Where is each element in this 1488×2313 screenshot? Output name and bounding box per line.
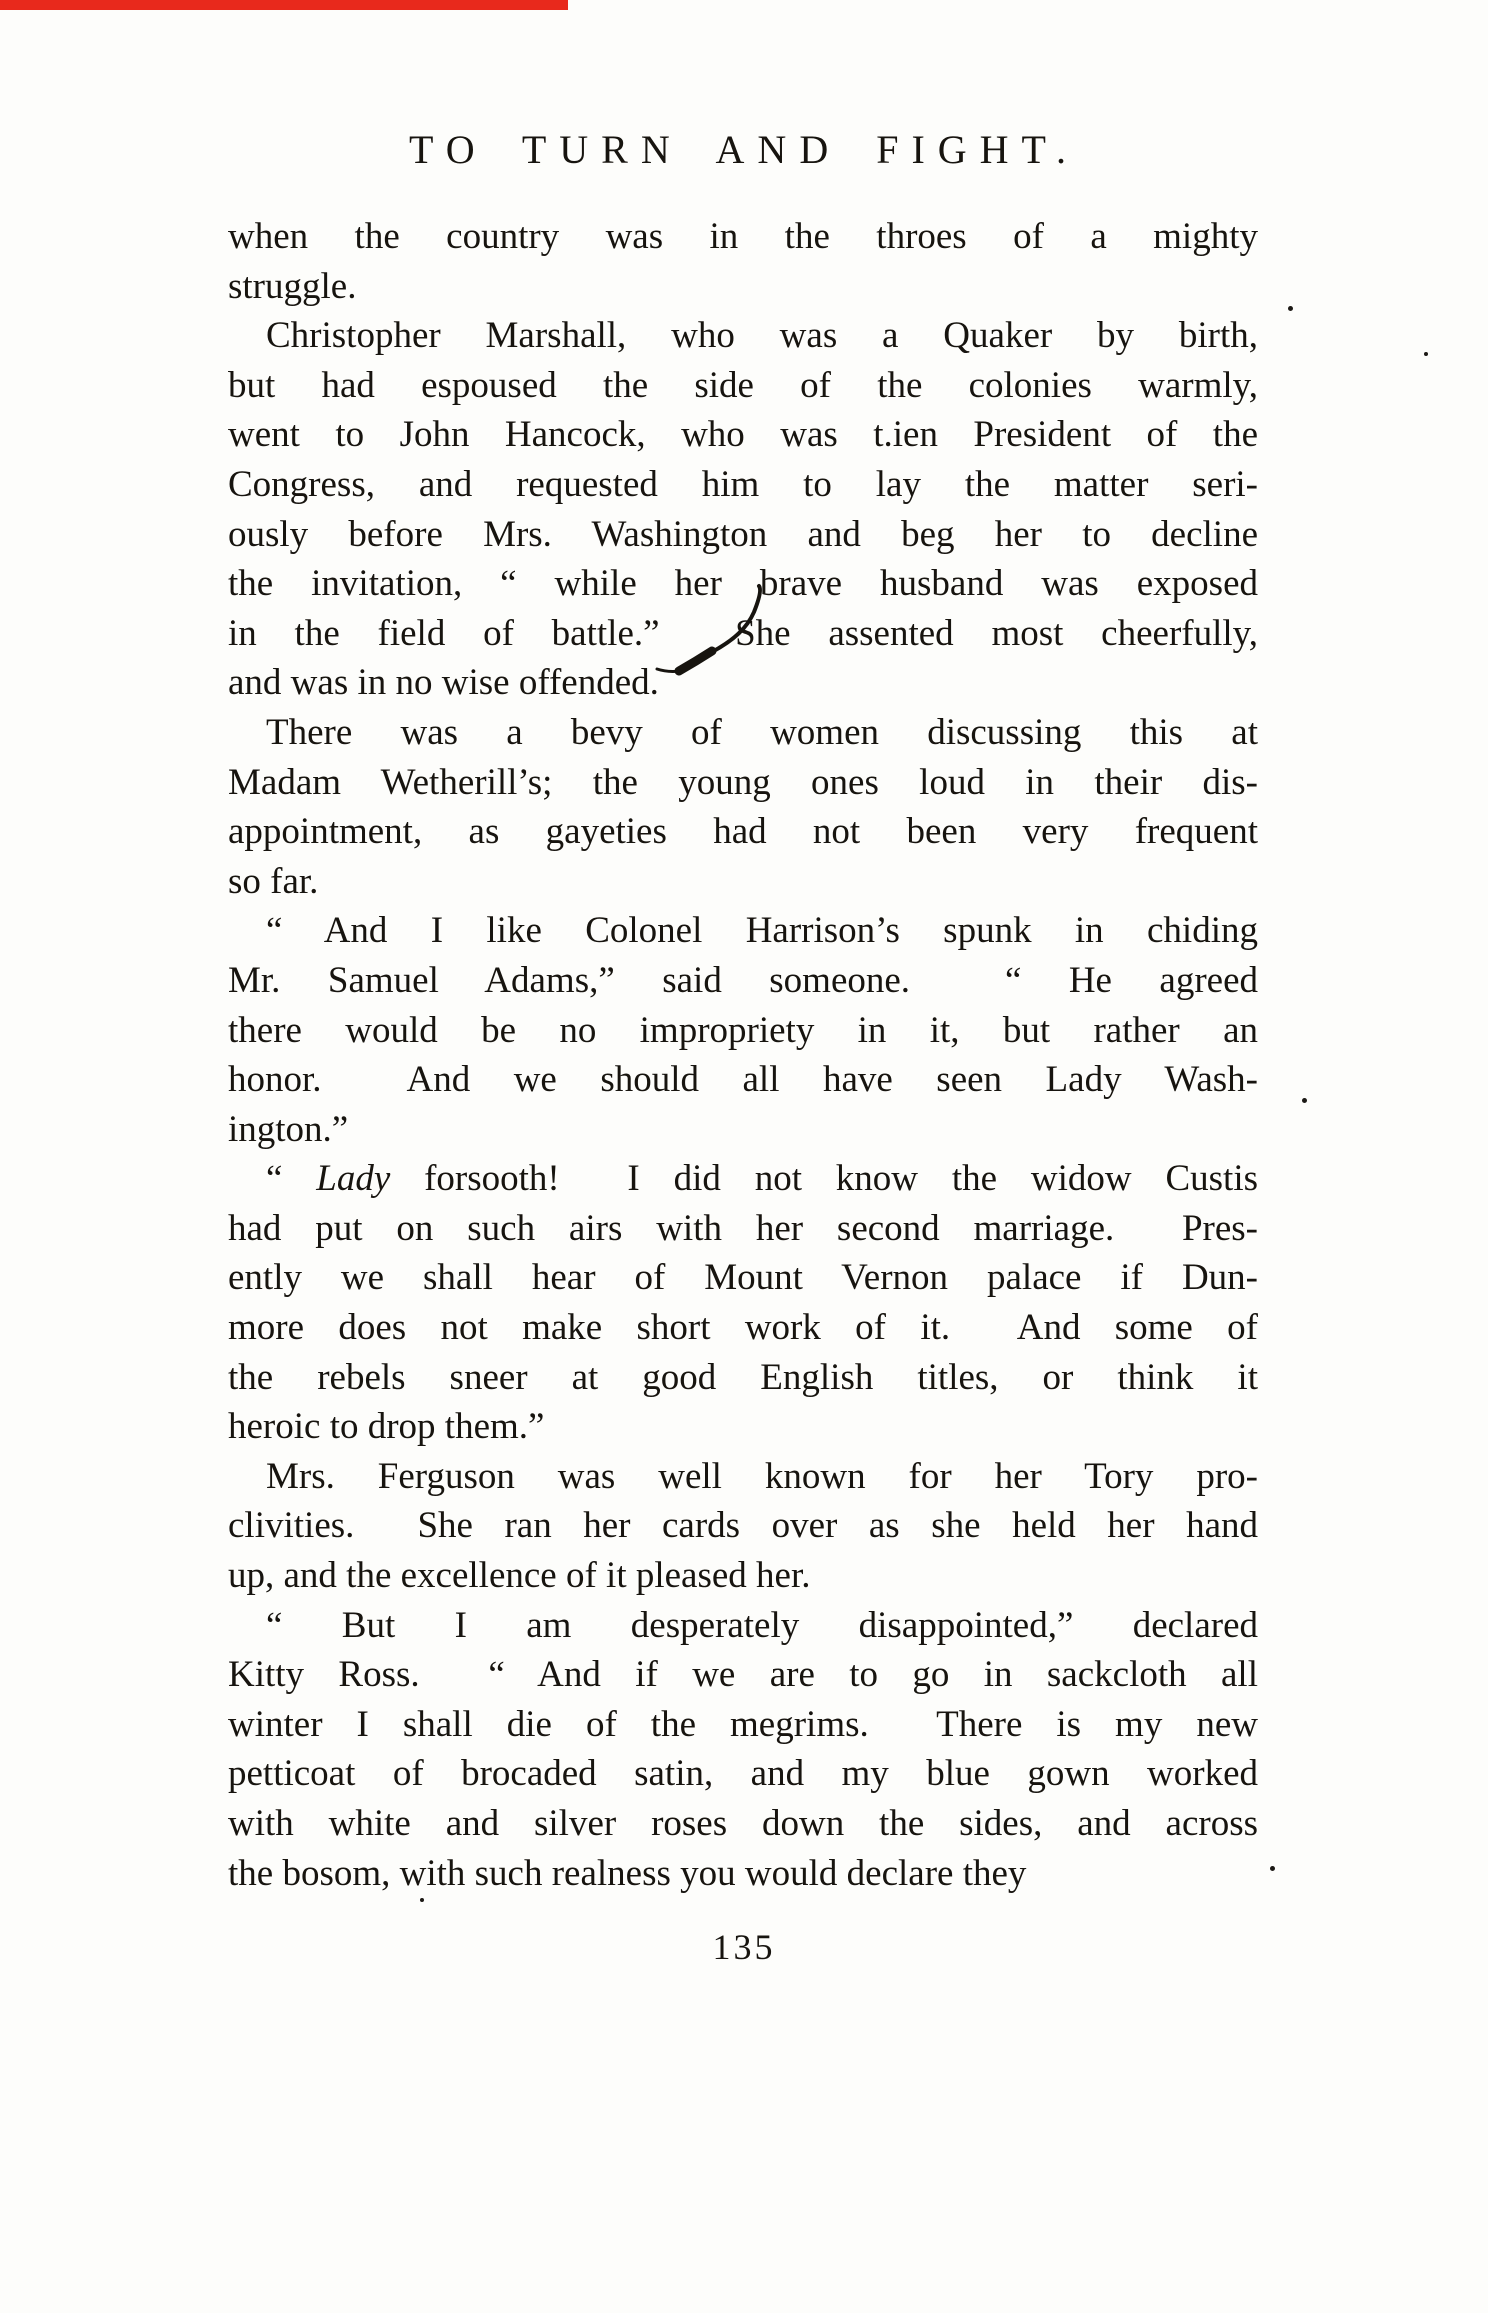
text-line: There was a bevy of women discussing this at (266, 711, 1258, 753)
text-line: ington.” (228, 1108, 349, 1150)
text-line: heroic to drop them.” (228, 1406, 545, 1448)
ink-speck (1424, 352, 1428, 356)
italic-text: Lady (316, 1158, 391, 1200)
text-line: and was in no wise offended. (228, 662, 659, 704)
text-line: winter I shall die of the megrims. There is my new (228, 1703, 1258, 1745)
text-line: appointment, as gayeties had not been very frequent (228, 811, 1258, 853)
text-line: with white and silver roses down the sides, and across (228, 1803, 1258, 1844)
text-line: “ And I like Colonel Harrison’s spunk in chiding (266, 910, 1258, 952)
text-line: Christopher Marshall, who was a Quaker by birth, (266, 315, 1258, 357)
text-line: had put on such airs with her second marriage. Pres- (228, 1207, 1258, 1249)
text-line: Mr. Samuel Adams,” said someone. “ He agreed (228, 959, 1258, 1001)
text-segment: forsooth! I did not know the widow Custis (390, 1158, 1258, 1200)
text-line: struggle. (228, 265, 357, 307)
text-line: “ But I am desperately disappointed,” declared (266, 1604, 1258, 1646)
text-line: honor. And we should all have seen Lady Wash- (228, 1059, 1258, 1101)
ink-speck (1288, 306, 1293, 311)
text-block (228, 212, 1258, 1898)
text-line: Madam Wetherill’s; the young ones loud in their dis- (228, 761, 1258, 803)
text-line: there would be no impropriety in it, but rather an (228, 1009, 1258, 1051)
text-line: Kitty Ross. “ And if we are to go in sackcloth all (228, 1654, 1258, 1696)
page-header-title: TO TURN AND FIGHT. (408, 127, 1080, 172)
text-line: when the country was in the throes of a mighty (228, 216, 1258, 257)
text-line: the rebels sneer at good English titles, or think it (228, 1356, 1258, 1398)
text-line: but had espoused the side of the colonies warmly, (228, 364, 1258, 406)
text-line: ously before Mrs. Washington and beg her to decline (228, 513, 1258, 555)
text-line: Mrs. Ferguson was well known for her Tory pro- (266, 1455, 1258, 1497)
text-line: went to John Hancock, who was t.ien President of the (228, 414, 1258, 456)
text-line (228, 1154, 1258, 1204)
text-line: Congress, and requested him to lay the matter seri- (228, 463, 1258, 505)
text-segment: “ (266, 1158, 317, 1200)
text-line: petticoat of brocaded satin, and my blue gown worked (228, 1753, 1258, 1795)
scan-edge-strip (0, 0, 568, 10)
text-line: up, and the excellence of it pleased her. (228, 1555, 811, 1597)
text-line: the invitation, “ while her brave husband was exposed (228, 563, 1258, 605)
text-line: so far. (228, 860, 319, 902)
text-line: clivities. She ran her cards over as she held her hand (228, 1505, 1258, 1547)
text-line: more does not make short work of it. And some of (228, 1307, 1258, 1349)
ink-speck (1302, 1098, 1307, 1103)
page-number: 135 (712, 1927, 776, 1967)
ink-speck (420, 1898, 424, 1902)
ink-speck (1270, 1866, 1275, 1871)
text-line: ently we shall hear of Mount Vernon palace if Dun- (228, 1257, 1258, 1299)
text-line: in the field of battle.” She assented most cheerfully, (228, 612, 1258, 654)
text-line: the bosom, with such realness you would declare they (228, 1852, 1027, 1894)
